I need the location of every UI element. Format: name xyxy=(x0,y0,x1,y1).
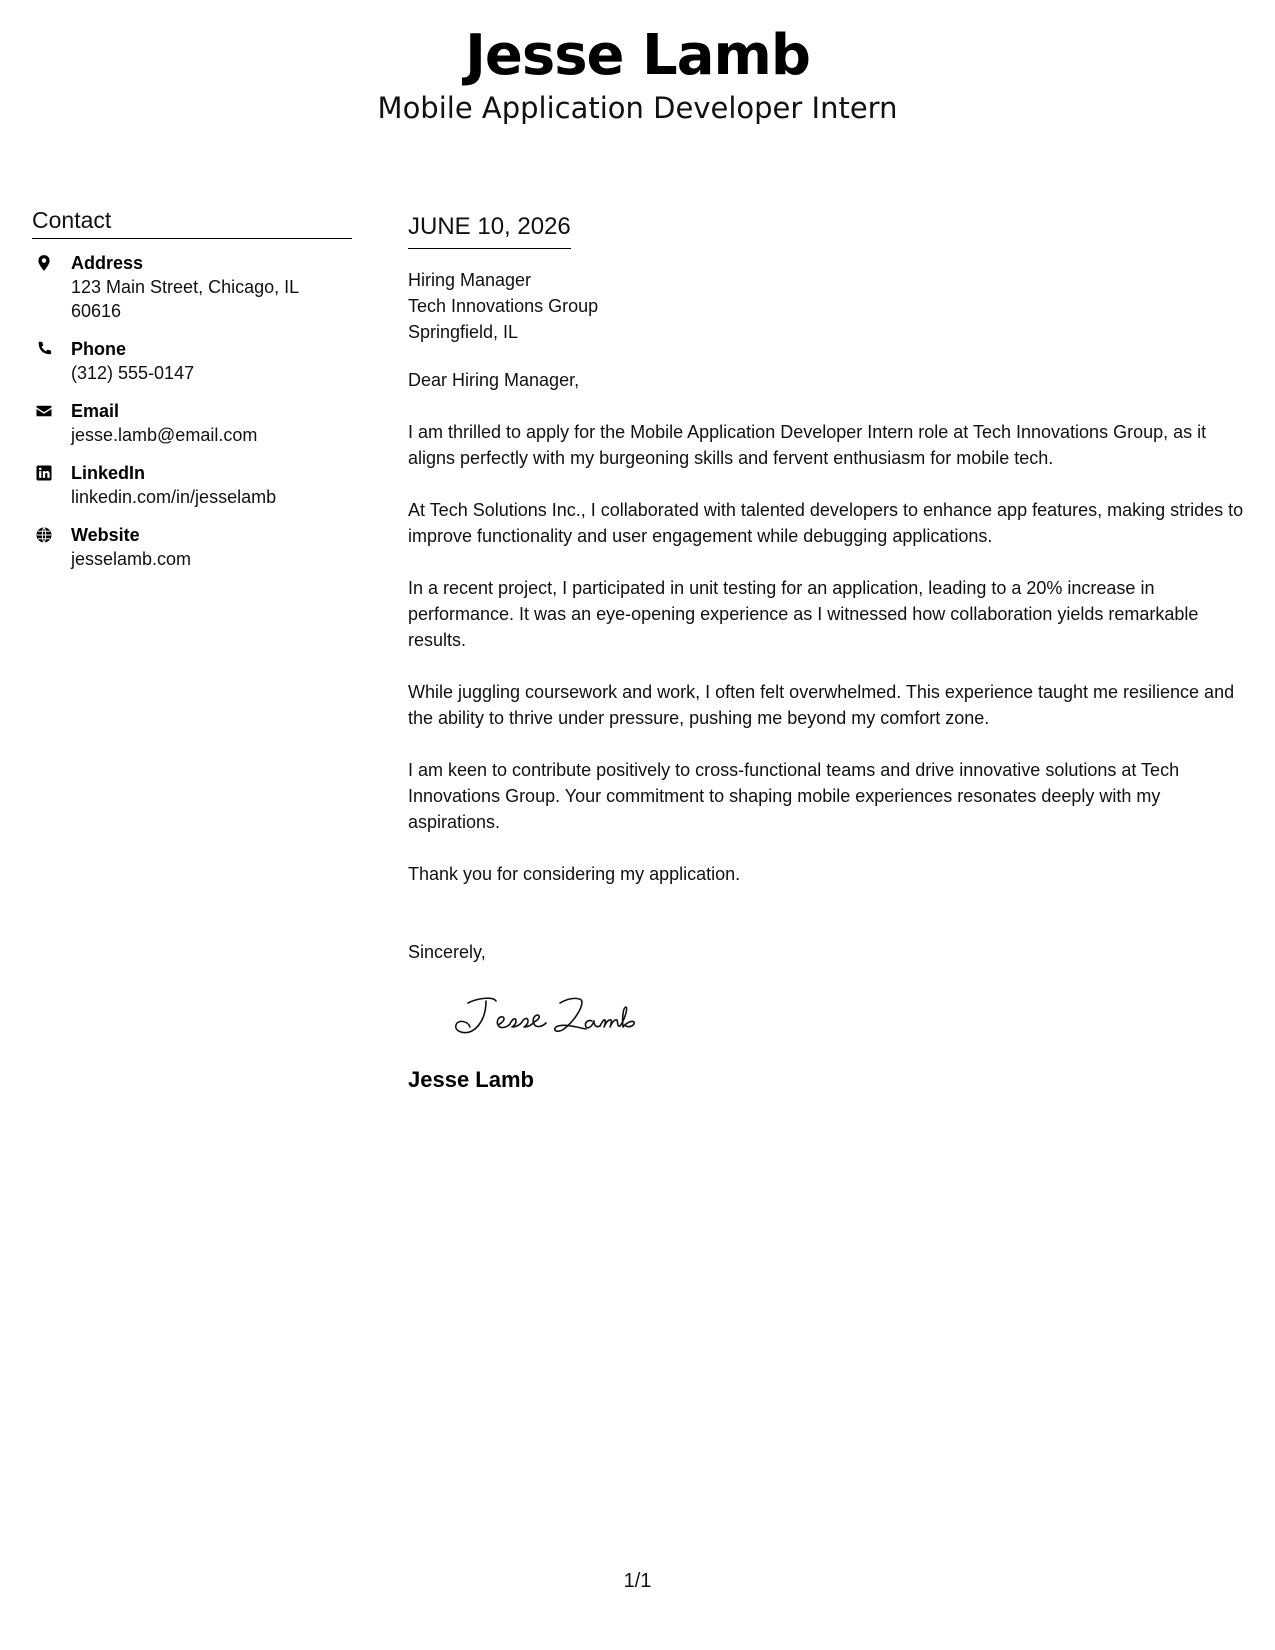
contact-value: jesselamb.com xyxy=(71,549,192,569)
letter-paragraph: In a recent project, I participated in unit testing for an application, leading to a 20% increase in performance. It was an eye-opening experience as I witnessed how collaboration yields remarkable results. xyxy=(408,578,1199,650)
contact-item-phone xyxy=(32,337,352,385)
recipient-line: Hiring Manager xyxy=(408,270,532,290)
contact-label: Email xyxy=(71,401,120,421)
linkedin-icon xyxy=(35,464,53,482)
contact-item-email xyxy=(32,399,352,447)
contact-heading: Contact xyxy=(32,206,352,239)
applicant-role: Mobile Application Developer Intern xyxy=(377,91,898,125)
letter-paragraph: While juggling coursework and work, I often felt overwhelmed. This experience taught me resilience and the ability to thrive under pressure, pushing me beyond my comfort zone. xyxy=(408,682,1235,728)
salutation: Dear Hiring Manager, xyxy=(408,370,580,390)
letter-paragraph: I am keen to contribute positively to cross-functional teams and drive innovative solutions at Tech Innovations Group. Your commitment to shaping mobile experiences resonates deeply with my aspirations. xyxy=(408,760,1180,832)
contact-value: linkedin.com/in/jesselamb xyxy=(71,487,277,507)
letter-paragraph: At Tech Solutions Inc., I collaborated with talented developers to enhance app features, making strides to improve functionality and user engagement while debugging applications. xyxy=(408,500,1244,546)
document-header xyxy=(0,22,1275,126)
contact-item-linkedin xyxy=(32,461,352,509)
contact-item-website xyxy=(32,523,352,571)
letter-body xyxy=(408,212,1248,1094)
contact-label: Website xyxy=(71,525,140,545)
closing: Sincerely, xyxy=(408,942,486,962)
phone-icon xyxy=(35,340,53,358)
recipient-line: Tech Innovations Group xyxy=(408,296,599,316)
contact-sidebar xyxy=(32,206,352,585)
signed-name: Jesse Lamb xyxy=(408,1067,534,1092)
contact-label: LinkedIn xyxy=(71,463,146,483)
globe-icon xyxy=(35,526,53,544)
applicant-name: Jesse Lamb xyxy=(465,23,810,88)
contact-item-address xyxy=(32,251,352,323)
recipient-block xyxy=(408,267,1248,345)
letter-paragraph: I am thrilled to apply for the Mobile Application Developer Intern role at Tech Innovations Group, as it aligns perfectly with my burgeoning skills and fervent enthusiasm for mobile tech. xyxy=(408,422,1207,468)
contact-value: jesse.lamb@email.com xyxy=(71,425,258,445)
page-number: 1/1 xyxy=(623,1570,652,1592)
recipient-line: Springfield, IL xyxy=(408,322,519,342)
contact-value: (312) 555-0147 xyxy=(71,363,195,383)
envelope-icon xyxy=(35,402,53,420)
map-pin-icon xyxy=(35,254,53,272)
letter-date: JUNE 10, 2026 xyxy=(408,212,571,249)
contact-value: 123 Main Street, Chicago, IL 60616 xyxy=(71,277,299,321)
contact-label: Address xyxy=(71,253,144,273)
letter-paragraph: Thank you for considering my application. xyxy=(408,864,741,884)
signature-image xyxy=(446,987,646,1047)
contact-label: Phone xyxy=(71,339,127,359)
